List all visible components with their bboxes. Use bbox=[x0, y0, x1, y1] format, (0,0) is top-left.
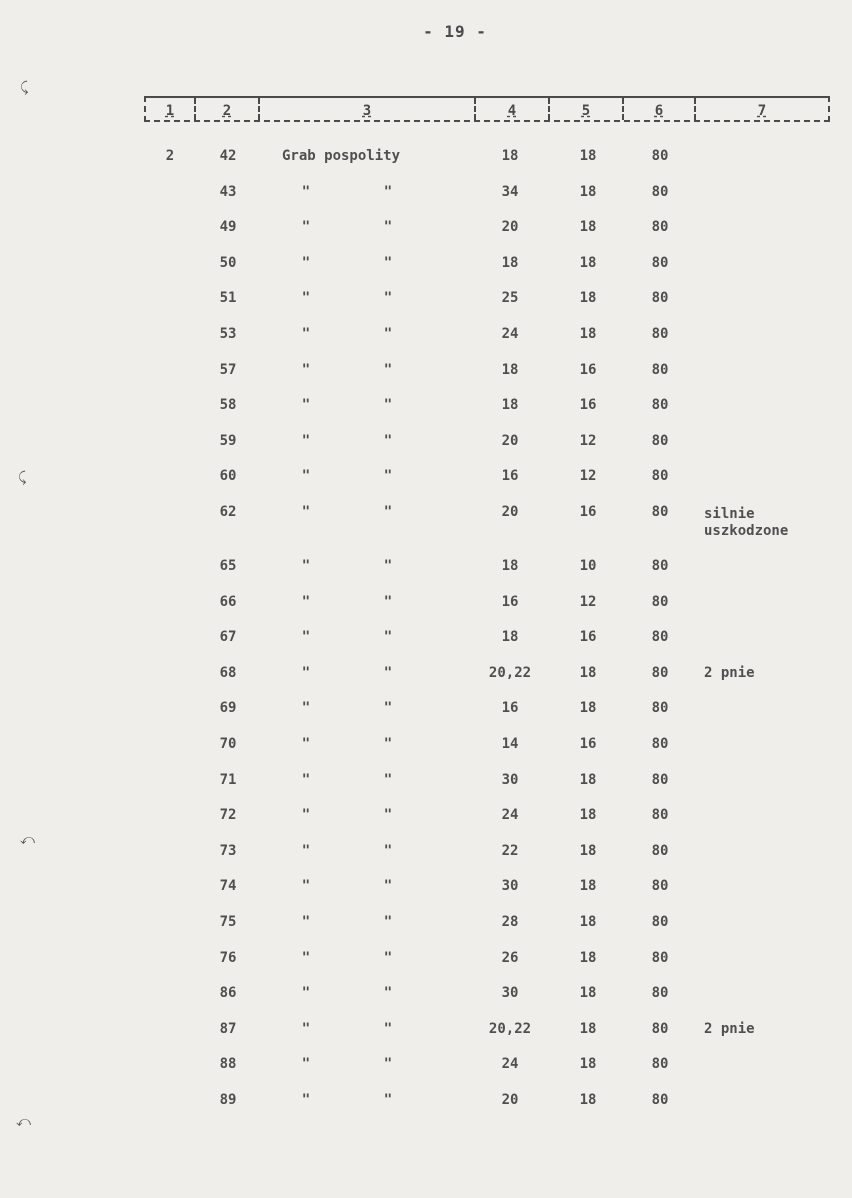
value-col-4: 24 bbox=[501, 1056, 519, 1073]
value-col-4: 16 bbox=[501, 700, 519, 717]
value-col-5: 18 bbox=[579, 949, 597, 966]
value-col-6: 80 bbox=[651, 664, 669, 681]
ditto-mark: " bbox=[383, 593, 393, 610]
value-col-4: 16 bbox=[501, 468, 519, 485]
margin-mark: ⤹ bbox=[18, 470, 27, 486]
value-col-5: 18 bbox=[579, 700, 597, 717]
value-col-6: 80 bbox=[651, 949, 669, 966]
value-col-5: 18 bbox=[579, 842, 597, 859]
tree-number: 50 bbox=[219, 254, 237, 271]
value-col-6: 80 bbox=[651, 468, 669, 485]
tree-number: 43 bbox=[219, 183, 237, 200]
tree-number: 73 bbox=[219, 842, 237, 859]
remark: 2 pnie bbox=[704, 664, 755, 681]
ditto-mark: " bbox=[383, 558, 393, 574]
column-header-2: 2 bbox=[196, 98, 260, 120]
value-col-4: 14 bbox=[501, 736, 519, 752]
tree-number: 75 bbox=[219, 914, 237, 930]
value-col-5: 12 bbox=[579, 432, 597, 449]
value-col-5: 18 bbox=[579, 807, 597, 824]
tree-number: 49 bbox=[219, 219, 237, 236]
tree-number: 62 bbox=[219, 504, 237, 520]
ditto-mark: " bbox=[383, 397, 393, 414]
value-col-6: 80 bbox=[651, 558, 669, 574]
value-col-6: 80 bbox=[651, 807, 669, 824]
value-col-6: 80 bbox=[651, 148, 669, 164]
ditto-mark: " bbox=[383, 736, 393, 752]
value-col-4: 30 bbox=[501, 985, 519, 1002]
ditto-mark: " bbox=[301, 629, 311, 646]
value-col-5: 16 bbox=[579, 736, 597, 752]
ditto-mark: " bbox=[383, 361, 393, 378]
value-col-6: 80 bbox=[651, 219, 669, 236]
value-col-4: 22 bbox=[501, 842, 519, 859]
table-row bbox=[0, 772, 852, 796]
tree-number: 67 bbox=[219, 629, 237, 646]
column-header-4: 4 bbox=[476, 98, 550, 120]
ditto-mark: " bbox=[301, 504, 311, 520]
ditto-mark: " bbox=[383, 985, 393, 1002]
value-col-6: 80 bbox=[651, 629, 669, 646]
value-col-4: 18 bbox=[501, 148, 519, 164]
ditto-mark: " bbox=[383, 629, 393, 646]
column-header-3: 3 bbox=[260, 98, 476, 120]
ditto-mark: " bbox=[301, 1092, 311, 1108]
value-col-4: 18 bbox=[501, 558, 519, 574]
table-row bbox=[0, 290, 852, 314]
table-row bbox=[0, 878, 852, 902]
value-col-5: 18 bbox=[579, 1092, 597, 1108]
ditto-mark: " bbox=[383, 290, 393, 307]
ditto-mark: " bbox=[301, 1056, 311, 1073]
value-col-5: 18 bbox=[579, 771, 597, 788]
value-col-4: 30 bbox=[501, 878, 519, 895]
value-col-4: 20 bbox=[501, 1092, 519, 1108]
remark: 2 pnie bbox=[704, 1020, 755, 1037]
value-col-4: 28 bbox=[501, 914, 519, 930]
ditto-mark: " bbox=[383, 1056, 393, 1073]
group-number: 2 bbox=[165, 148, 175, 164]
value-col-6: 80 bbox=[651, 914, 669, 930]
ditto-mark: " bbox=[301, 700, 311, 717]
value-col-5: 16 bbox=[579, 397, 597, 414]
tree-number: 70 bbox=[219, 736, 237, 752]
ditto-mark: " bbox=[383, 432, 393, 449]
table-row bbox=[0, 362, 852, 386]
tree-number: 51 bbox=[219, 290, 237, 307]
ditto-mark: " bbox=[301, 326, 311, 342]
value-col-5: 18 bbox=[579, 183, 597, 200]
ditto-mark: " bbox=[383, 1092, 393, 1108]
value-col-4: 20 bbox=[501, 219, 519, 236]
table-row bbox=[0, 184, 852, 208]
tree-number: 69 bbox=[219, 700, 237, 717]
species-name: Grab pospolity bbox=[282, 148, 401, 164]
ditto-mark: " bbox=[301, 664, 311, 681]
value-col-5: 18 bbox=[579, 878, 597, 895]
value-col-6: 80 bbox=[651, 361, 669, 378]
value-col-4: 24 bbox=[501, 326, 519, 342]
column-header-5: 5 bbox=[550, 98, 624, 120]
ditto-mark: " bbox=[383, 664, 393, 681]
ditto-mark: " bbox=[383, 1020, 393, 1037]
value-col-5: 18 bbox=[579, 148, 597, 164]
value-col-5: 10 bbox=[579, 558, 597, 574]
ditto-mark: " bbox=[301, 593, 311, 610]
value-col-4: 20,22 bbox=[488, 1020, 532, 1037]
table-row bbox=[0, 504, 852, 539]
value-col-4: 18 bbox=[501, 361, 519, 378]
value-col-5: 16 bbox=[579, 629, 597, 646]
ditto-mark: " bbox=[301, 254, 311, 271]
column-header-7: 7 bbox=[757, 103, 767, 119]
ditto-mark: " bbox=[383, 254, 393, 271]
ditto-mark: " bbox=[301, 361, 311, 378]
margin-mark: ⤺ bbox=[16, 1114, 31, 1130]
ditto-mark: " bbox=[383, 219, 393, 236]
tree-number: 59 bbox=[219, 432, 237, 449]
value-col-6: 80 bbox=[651, 736, 669, 752]
margin-mark: ⤺ bbox=[20, 832, 35, 848]
value-col-4: 20 bbox=[501, 504, 519, 520]
value-col-6: 80 bbox=[651, 1092, 669, 1108]
table-row bbox=[0, 950, 852, 974]
tree-number: 57 bbox=[219, 361, 237, 378]
value-col-5: 12 bbox=[579, 468, 597, 485]
ditto-mark: " bbox=[301, 949, 311, 966]
value-col-6: 80 bbox=[651, 397, 669, 414]
table-row bbox=[0, 914, 852, 938]
value-col-4: 16 bbox=[501, 593, 519, 610]
table-row bbox=[0, 700, 852, 724]
value-col-4: 26 bbox=[501, 949, 519, 966]
value-col-5: 18 bbox=[579, 1020, 597, 1037]
ditto-mark: " bbox=[301, 914, 311, 930]
table-row bbox=[0, 1056, 852, 1080]
ditto-mark: " bbox=[383, 468, 393, 485]
value-col-5: 18 bbox=[579, 664, 597, 681]
ditto-mark: " bbox=[383, 878, 393, 895]
table-row bbox=[0, 629, 852, 653]
ditto-mark: " bbox=[301, 432, 311, 449]
tree-number: 60 bbox=[219, 468, 237, 485]
value-col-6: 80 bbox=[651, 254, 669, 271]
value-col-5: 16 bbox=[579, 504, 597, 520]
value-col-6: 80 bbox=[651, 878, 669, 895]
value-col-4: 20,22 bbox=[488, 664, 532, 681]
tree-number: 58 bbox=[219, 397, 237, 414]
value-col-5: 12 bbox=[579, 593, 597, 610]
tree-number: 87 bbox=[219, 1020, 237, 1037]
value-col-6: 80 bbox=[651, 985, 669, 1002]
ditto-mark: " bbox=[301, 985, 311, 1002]
ditto-mark: " bbox=[383, 771, 393, 788]
table-row bbox=[0, 397, 852, 421]
value-col-6: 80 bbox=[651, 593, 669, 610]
remark: silnie uszkodzone bbox=[704, 506, 789, 539]
value-col-4: 24 bbox=[501, 807, 519, 824]
table-row bbox=[0, 255, 852, 279]
value-col-5: 18 bbox=[579, 914, 597, 930]
page-number: - 19 - bbox=[423, 22, 487, 41]
ditto-mark: " bbox=[301, 290, 311, 307]
value-col-6: 80 bbox=[651, 842, 669, 859]
ditto-mark: " bbox=[383, 807, 393, 824]
table-row bbox=[0, 594, 852, 618]
table-row bbox=[0, 1092, 852, 1116]
value-col-5: 18 bbox=[579, 326, 597, 342]
tree-number: 76 bbox=[219, 949, 237, 966]
ditto-mark: " bbox=[301, 219, 311, 236]
value-col-5: 18 bbox=[579, 254, 597, 271]
value-col-6: 80 bbox=[651, 290, 669, 307]
value-col-4: 25 bbox=[501, 290, 519, 307]
value-col-4: 18 bbox=[501, 254, 519, 271]
value-col-5: 16 bbox=[579, 361, 597, 378]
value-col-4: 34 bbox=[501, 183, 519, 200]
tree-number: 72 bbox=[219, 807, 237, 824]
ditto-mark: " bbox=[301, 842, 311, 859]
tree-number: 68 bbox=[219, 664, 237, 681]
tree-number: 65 bbox=[219, 558, 237, 574]
tree-number: 53 bbox=[219, 326, 237, 342]
tree-number: 66 bbox=[219, 593, 237, 610]
ditto-mark: " bbox=[301, 183, 311, 200]
table-row bbox=[0, 807, 852, 831]
ditto-mark: " bbox=[301, 771, 311, 788]
ditto-mark: " bbox=[301, 878, 311, 895]
table-row bbox=[0, 326, 852, 350]
value-col-6: 80 bbox=[651, 700, 669, 717]
ditto-mark: " bbox=[383, 949, 393, 966]
value-col-5: 18 bbox=[579, 290, 597, 307]
ditto-mark: " bbox=[383, 504, 393, 520]
tree-number: 71 bbox=[219, 771, 237, 788]
tree-number: 89 bbox=[219, 1092, 237, 1108]
value-col-6: 80 bbox=[651, 432, 669, 449]
value-col-6: 80 bbox=[651, 1056, 669, 1073]
ditto-mark: " bbox=[383, 326, 393, 342]
table-row bbox=[0, 665, 852, 689]
ditto-mark: " bbox=[301, 397, 311, 414]
table-row bbox=[0, 468, 852, 492]
ditto-mark: " bbox=[383, 914, 393, 930]
value-col-4: 18 bbox=[501, 397, 519, 414]
table-row bbox=[0, 148, 852, 172]
value-col-6: 80 bbox=[651, 183, 669, 200]
value-col-5: 18 bbox=[579, 219, 597, 236]
ditto-mark: " bbox=[383, 700, 393, 717]
column-header-6: 6 bbox=[624, 98, 696, 120]
value-col-4: 30 bbox=[501, 771, 519, 788]
ditto-mark: " bbox=[301, 736, 311, 752]
value-col-6: 80 bbox=[651, 326, 669, 342]
value-col-5: 18 bbox=[579, 1056, 597, 1073]
value-col-6: 80 bbox=[651, 1020, 669, 1037]
table-row bbox=[0, 433, 852, 457]
ditto-mark: " bbox=[383, 183, 393, 200]
table-header bbox=[144, 96, 830, 122]
value-col-5: 18 bbox=[579, 985, 597, 1002]
table-row bbox=[0, 843, 852, 867]
tree-number: 74 bbox=[219, 878, 237, 895]
value-col-6: 80 bbox=[651, 504, 669, 520]
tree-number: 86 bbox=[219, 985, 237, 1002]
table-row bbox=[0, 985, 852, 1009]
ditto-mark: " bbox=[301, 558, 311, 574]
table-row bbox=[0, 219, 852, 243]
column-header-1: 1 bbox=[146, 98, 196, 120]
value-col-4: 20 bbox=[501, 432, 519, 449]
ditto-mark: " bbox=[301, 807, 311, 824]
margin-mark: ⤹ bbox=[20, 80, 29, 96]
value-col-6: 80 bbox=[651, 771, 669, 788]
table-row bbox=[0, 736, 852, 760]
table-row bbox=[0, 1021, 852, 1045]
ditto-mark: " bbox=[301, 468, 311, 485]
value-col-4: 18 bbox=[501, 629, 519, 646]
tree-number: 88 bbox=[219, 1056, 237, 1073]
tree-number: 42 bbox=[219, 148, 237, 164]
ditto-mark: " bbox=[301, 1020, 311, 1037]
ditto-mark: " bbox=[383, 842, 393, 859]
table-row bbox=[0, 558, 852, 582]
